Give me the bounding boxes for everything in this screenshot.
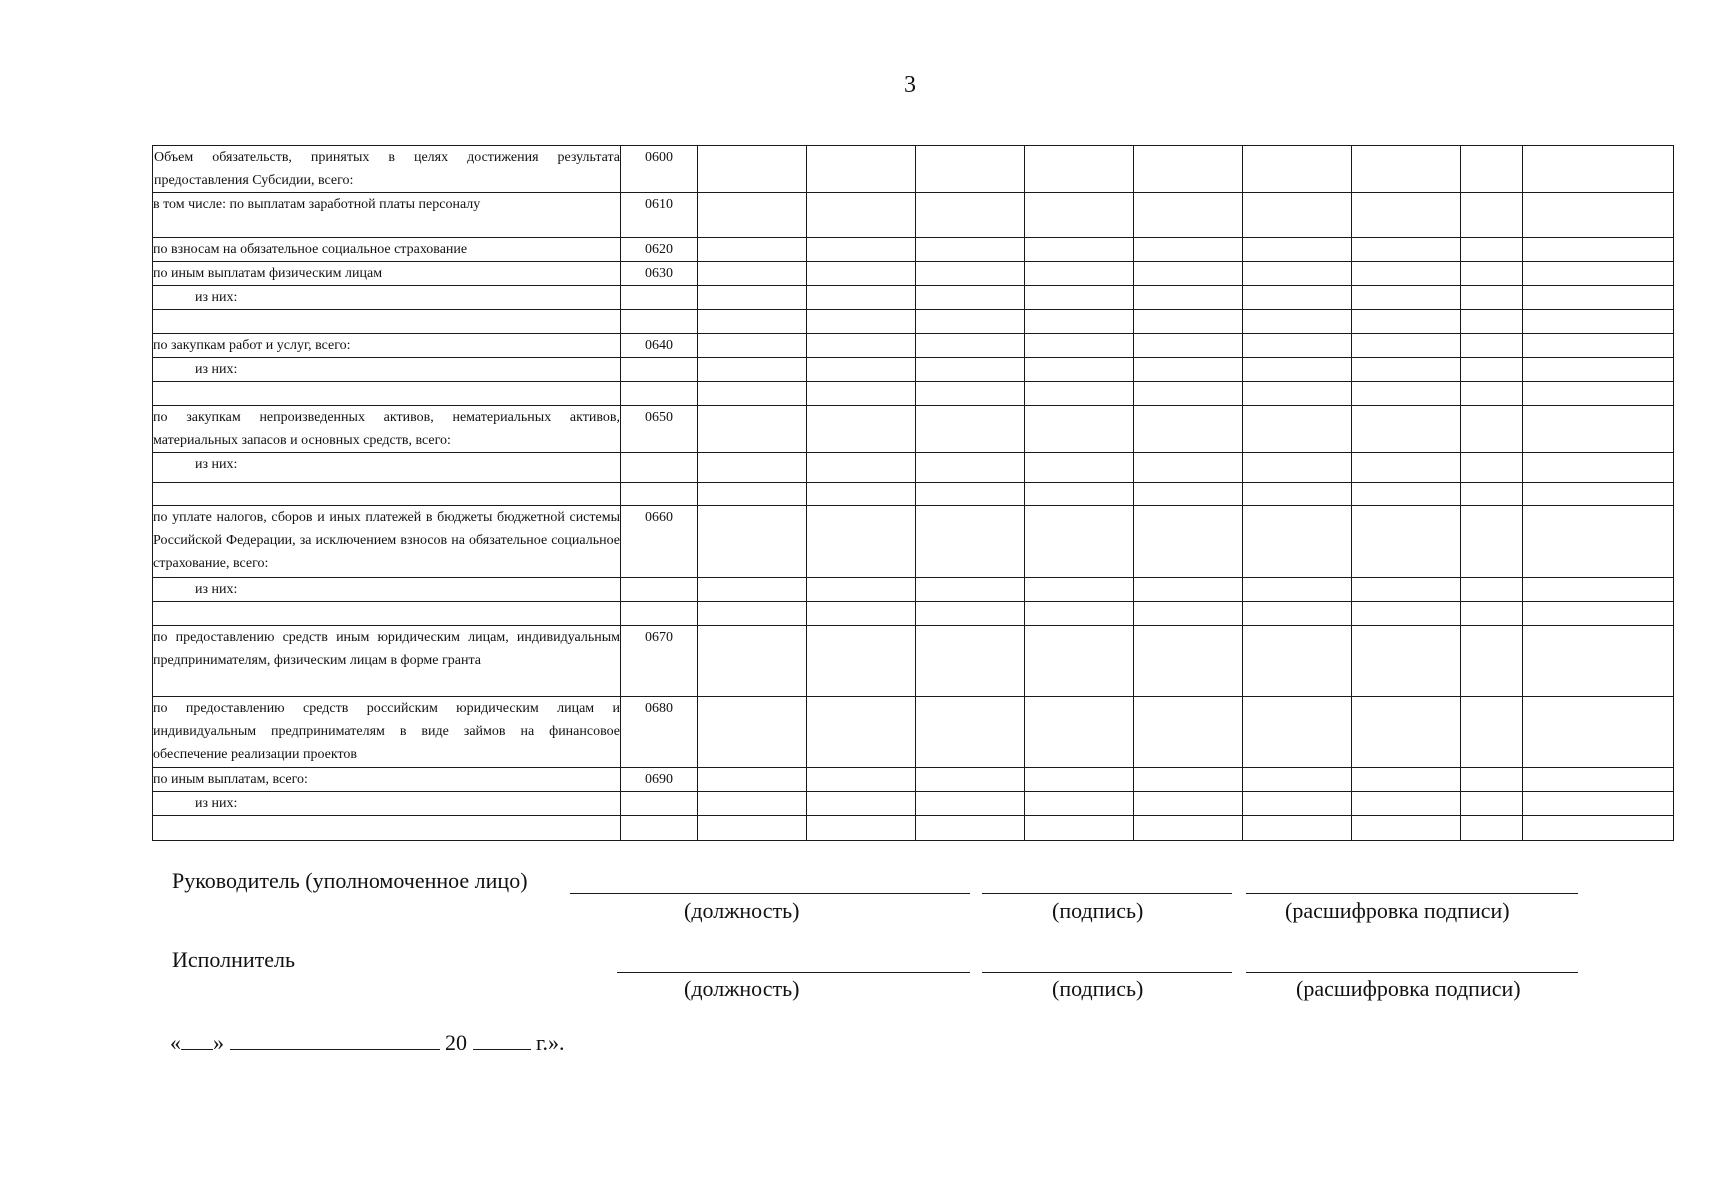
value-cell[interactable]: [1352, 602, 1461, 626]
value-cell[interactable]: [1243, 697, 1352, 768]
value-cell[interactable]: [1025, 697, 1134, 768]
value-cell[interactable]: [1134, 262, 1243, 286]
value-cell[interactable]: [1523, 286, 1674, 310]
table-row: [153, 286, 1674, 310]
value-cell[interactable]: [1461, 358, 1523, 382]
value-cell[interactable]: [1461, 697, 1523, 768]
value-cell[interactable]: [1243, 816, 1352, 841]
value-cell[interactable]: [1461, 768, 1523, 792]
value-cell[interactable]: [1352, 792, 1461, 816]
value-cell[interactable]: [1134, 578, 1243, 602]
value-cell[interactable]: [1025, 816, 1134, 841]
row-label: из них:: [153, 453, 621, 483]
value-cell[interactable]: [1352, 768, 1461, 792]
row-label: по закупкам непроизведенных активов, нематериальных активов, материальных запасов и основных средств, всего:: [153, 406, 621, 453]
row-code: 0680: [621, 697, 698, 768]
value-cell[interactable]: [1134, 816, 1243, 841]
row-code: [621, 286, 698, 310]
row-code: 0600: [621, 146, 698, 193]
row-label: по закупкам работ и услуг, всего:: [153, 334, 621, 358]
row-code: [621, 382, 698, 406]
value-cell[interactable]: [1352, 334, 1461, 358]
value-cell[interactable]: [1025, 286, 1134, 310]
page-number: 3: [904, 72, 916, 98]
value-cell[interactable]: [807, 262, 916, 286]
value-cell[interactable]: [1134, 483, 1243, 506]
table-row: [153, 146, 1674, 193]
value-cell[interactable]: [1523, 768, 1674, 792]
value-cell[interactable]: [1461, 334, 1523, 358]
value-cell[interactable]: [916, 382, 1025, 406]
value-cell[interactable]: [807, 238, 916, 262]
row-label: [153, 602, 621, 626]
value-cell[interactable]: [1025, 382, 1134, 406]
value-cell[interactable]: [698, 334, 807, 358]
row-label: Объем обязательств, принятых в целях достижения результата предоставления Субсидии, всего:: [153, 146, 621, 193]
value-cell[interactable]: [1025, 262, 1134, 286]
value-cell[interactable]: [698, 193, 807, 238]
value-cell[interactable]: [1243, 768, 1352, 792]
value-cell[interactable]: [1134, 334, 1243, 358]
head-position-caption: (должность): [684, 898, 800, 923]
value-cell[interactable]: [1523, 506, 1674, 578]
value-cell[interactable]: [1352, 578, 1461, 602]
date-suffix: г.».: [536, 1030, 565, 1055]
head-position-line[interactable]: [570, 893, 970, 894]
value-cell[interactable]: [1523, 792, 1674, 816]
executor-position-caption: (должность): [684, 976, 800, 1001]
table-row: [153, 193, 1674, 238]
value-cell[interactable]: [698, 602, 807, 626]
value-cell[interactable]: [1352, 358, 1461, 382]
value-cell[interactable]: [1461, 286, 1523, 310]
date-year-prefix: 20: [445, 1030, 467, 1055]
head-label: Руководитель (уполномоченное лицо): [172, 868, 528, 893]
value-cell[interactable]: [807, 334, 916, 358]
executor-signature-line[interactable]: [982, 972, 1232, 973]
executor-decoding-caption: (расшифровка подписи): [1296, 976, 1521, 1001]
value-cell[interactable]: [1461, 406, 1523, 453]
value-cell[interactable]: [916, 483, 1025, 506]
table-row: [153, 626, 1674, 697]
value-cell[interactable]: [1352, 816, 1461, 841]
value-cell[interactable]: [1025, 358, 1134, 382]
value-cell[interactable]: [1134, 697, 1243, 768]
value-cell[interactable]: [1461, 792, 1523, 816]
table-row: [153, 768, 1674, 792]
value-cell[interactable]: [1243, 382, 1352, 406]
executor-signature-caption: (подпись): [1052, 976, 1144, 1001]
value-cell[interactable]: [1134, 310, 1243, 334]
value-cell[interactable]: [1352, 286, 1461, 310]
value-cell[interactable]: [1523, 602, 1674, 626]
value-cell[interactable]: [807, 358, 916, 382]
value-cell[interactable]: [1461, 310, 1523, 334]
executor-decoding-line[interactable]: [1246, 972, 1578, 973]
table-row: [153, 453, 1674, 483]
value-cell[interactable]: [1243, 792, 1352, 816]
value-cell[interactable]: [698, 262, 807, 286]
row-label: [153, 382, 621, 406]
value-cell[interactable]: [698, 146, 807, 193]
value-cell[interactable]: [807, 453, 916, 483]
table-row: [153, 310, 1674, 334]
value-cell[interactable]: [1134, 382, 1243, 406]
row-label: по предоставлению средств иным юридическим лицам, индивидуальным предпринимателям, физическим лицам в форме гранта: [153, 626, 621, 697]
value-cell[interactable]: [807, 382, 916, 406]
value-cell[interactable]: [1025, 238, 1134, 262]
row-code: [621, 816, 698, 841]
value-cell[interactable]: [916, 768, 1025, 792]
value-cell[interactable]: [916, 506, 1025, 578]
value-cell[interactable]: [807, 626, 916, 697]
value-cell[interactable]: [1352, 506, 1461, 578]
table-row: [153, 483, 1674, 506]
value-cell[interactable]: [916, 453, 1025, 483]
value-cell[interactable]: [1243, 358, 1352, 382]
head-decoding-caption: (расшифровка подписи): [1285, 898, 1510, 923]
value-cell[interactable]: [1523, 816, 1674, 841]
value-cell[interactable]: [1134, 506, 1243, 578]
value-cell[interactable]: [916, 286, 1025, 310]
row-label: по уплате налогов, сборов и иных платежей в бюджеты бюджетной системы Российской Федерации, за исключением взносов на обязательное социальное страхование, всего:: [153, 506, 621, 578]
row-code: [621, 310, 698, 334]
value-cell[interactable]: [1025, 453, 1134, 483]
value-cell[interactable]: [1243, 193, 1352, 238]
value-cell[interactable]: [1025, 406, 1134, 453]
value-cell[interactable]: [916, 602, 1025, 626]
date-close-quote: »: [213, 1030, 224, 1055]
value-cell[interactable]: [1461, 382, 1523, 406]
value-cell[interactable]: [807, 483, 916, 506]
value-cell[interactable]: [916, 578, 1025, 602]
value-cell[interactable]: [1352, 483, 1461, 506]
table-row: [153, 382, 1674, 406]
value-cell[interactable]: [1243, 286, 1352, 310]
table-row: [153, 334, 1674, 358]
head-signature-line[interactable]: [982, 893, 1232, 894]
value-cell[interactable]: [1243, 453, 1352, 483]
value-cell[interactable]: [1134, 453, 1243, 483]
row-code: 0690: [621, 768, 698, 792]
value-cell[interactable]: [916, 626, 1025, 697]
row-code: 0660: [621, 506, 698, 578]
row-code: [621, 358, 698, 382]
row-label: [153, 310, 621, 334]
value-cell[interactable]: [807, 146, 916, 193]
value-cell[interactable]: [1134, 358, 1243, 382]
value-cell[interactable]: [1352, 453, 1461, 483]
value-cell[interactable]: [698, 578, 807, 602]
row-label: [153, 483, 621, 506]
value-cell[interactable]: [1243, 146, 1352, 193]
value-cell[interactable]: [1461, 238, 1523, 262]
value-cell[interactable]: [1352, 238, 1461, 262]
value-cell[interactable]: [916, 358, 1025, 382]
row-label: по взносам на обязательное социальное страхование: [153, 238, 621, 262]
table-row: [153, 697, 1674, 768]
value-cell[interactable]: [1243, 578, 1352, 602]
value-cell[interactable]: [1461, 578, 1523, 602]
value-cell[interactable]: [1243, 602, 1352, 626]
table-row: [153, 506, 1674, 578]
value-cell[interactable]: [1523, 358, 1674, 382]
row-label: по иным выплатам физическим лицам: [153, 262, 621, 286]
value-cell[interactable]: [698, 238, 807, 262]
row-code: [621, 578, 698, 602]
table-row: [153, 262, 1674, 286]
value-cell[interactable]: [807, 193, 916, 238]
value-cell[interactable]: [916, 792, 1025, 816]
value-cell[interactable]: [698, 483, 807, 506]
value-cell[interactable]: [1461, 626, 1523, 697]
value-cell[interactable]: [807, 286, 916, 310]
value-cell[interactable]: [1523, 334, 1674, 358]
value-cell[interactable]: [1523, 146, 1674, 193]
value-cell[interactable]: [1461, 146, 1523, 193]
row-label: из них:: [153, 358, 621, 382]
value-cell[interactable]: [698, 792, 807, 816]
value-cell[interactable]: [1025, 792, 1134, 816]
value-cell[interactable]: [1352, 310, 1461, 334]
value-cell[interactable]: [1134, 792, 1243, 816]
value-cell[interactable]: [1523, 406, 1674, 453]
value-cell[interactable]: [1352, 146, 1461, 193]
value-cell[interactable]: [1243, 334, 1352, 358]
row-code: 0640: [621, 334, 698, 358]
row-code: 0630: [621, 262, 698, 286]
value-cell[interactable]: [1025, 310, 1134, 334]
value-cell[interactable]: [807, 816, 916, 841]
value-cell[interactable]: [1025, 146, 1134, 193]
value-cell[interactable]: [698, 358, 807, 382]
value-cell[interactable]: [1025, 334, 1134, 358]
value-cell[interactable]: [1461, 193, 1523, 238]
table-row: [153, 578, 1674, 602]
value-cell[interactable]: [1243, 310, 1352, 334]
value-cell[interactable]: [1025, 193, 1134, 238]
row-code: 0610: [621, 193, 698, 238]
value-cell[interactable]: [1243, 238, 1352, 262]
value-cell[interactable]: [698, 310, 807, 334]
value-cell[interactable]: [1352, 697, 1461, 768]
value-cell[interactable]: [1523, 697, 1674, 768]
value-cell[interactable]: [1523, 453, 1674, 483]
value-cell[interactable]: [1025, 483, 1134, 506]
value-cell[interactable]: [1025, 578, 1134, 602]
row-code: 0650: [621, 406, 698, 453]
date-year-blank[interactable]: [473, 1031, 531, 1050]
value-cell[interactable]: [1523, 262, 1674, 286]
head-decoding-line[interactable]: [1246, 893, 1578, 894]
value-cell[interactable]: [698, 768, 807, 792]
date-line: [170, 1030, 565, 1056]
value-cell[interactable]: [807, 697, 916, 768]
value-cell[interactable]: [1243, 406, 1352, 453]
value-cell[interactable]: [698, 286, 807, 310]
value-cell[interactable]: [916, 193, 1025, 238]
table-row: [153, 602, 1674, 626]
value-cell[interactable]: [807, 406, 916, 453]
row-label: из них:: [153, 578, 621, 602]
row-label: по иным выплатам, всего:: [153, 768, 621, 792]
value-cell[interactable]: [1243, 626, 1352, 697]
value-cell[interactable]: [1025, 768, 1134, 792]
value-cell[interactable]: [1352, 406, 1461, 453]
table-row: [153, 358, 1674, 382]
value-cell[interactable]: [1523, 193, 1674, 238]
row-code: 0620: [621, 238, 698, 262]
value-cell[interactable]: [1025, 626, 1134, 697]
executor-position-line[interactable]: [617, 972, 970, 973]
value-cell[interactable]: [1461, 602, 1523, 626]
value-cell[interactable]: [1134, 768, 1243, 792]
value-cell[interactable]: [1352, 382, 1461, 406]
value-cell[interactable]: [1523, 310, 1674, 334]
value-cell[interactable]: [807, 602, 916, 626]
row-label: по предоставлению средств российским юридическим лицам и индивидуальным предпринимателям в виде займов на финансовое обеспечение реализации проектов: [153, 697, 621, 768]
value-cell[interactable]: [1461, 262, 1523, 286]
value-cell[interactable]: [1134, 146, 1243, 193]
value-cell[interactable]: [1134, 238, 1243, 262]
value-cell[interactable]: [1352, 262, 1461, 286]
value-cell[interactable]: [807, 768, 916, 792]
obligations-table: [152, 145, 1674, 841]
value-cell[interactable]: [1523, 578, 1674, 602]
value-cell[interactable]: [1461, 816, 1523, 841]
row-code: [621, 483, 698, 506]
value-cell[interactable]: [1134, 406, 1243, 453]
value-cell[interactable]: [1025, 602, 1134, 626]
row-label: [153, 816, 621, 841]
row-label: из них:: [153, 286, 621, 310]
value-cell[interactable]: [698, 816, 807, 841]
value-cell[interactable]: [1243, 262, 1352, 286]
value-cell[interactable]: [1243, 506, 1352, 578]
table-row: [153, 816, 1674, 841]
value-cell[interactable]: [1523, 238, 1674, 262]
executor-label: Исполнитель: [172, 947, 296, 972]
value-cell[interactable]: [1025, 506, 1134, 578]
value-cell[interactable]: [1461, 453, 1523, 483]
value-cell[interactable]: [916, 310, 1025, 334]
date-open-quote: «: [170, 1030, 181, 1055]
value-cell[interactable]: [698, 697, 807, 768]
value-cell[interactable]: [807, 792, 916, 816]
value-cell[interactable]: [916, 406, 1025, 453]
value-cell[interactable]: [1461, 483, 1523, 506]
value-cell[interactable]: [1352, 193, 1461, 238]
value-cell[interactable]: [916, 697, 1025, 768]
value-cell[interactable]: [698, 382, 807, 406]
table-row: [153, 238, 1674, 262]
value-cell[interactable]: [1523, 382, 1674, 406]
date-month-blank[interactable]: [230, 1031, 440, 1050]
value-cell[interactable]: [807, 506, 916, 578]
value-cell[interactable]: [1461, 506, 1523, 578]
value-cell[interactable]: [916, 146, 1025, 193]
value-cell[interactable]: [1134, 602, 1243, 626]
row-label: в том числе: по выплатам заработной платы персоналу: [153, 193, 621, 238]
value-cell[interactable]: [698, 506, 807, 578]
row-code: [621, 602, 698, 626]
row-label: из них:: [153, 792, 621, 816]
value-cell[interactable]: [1134, 193, 1243, 238]
value-cell[interactable]: [1523, 626, 1674, 697]
date-day-blank[interactable]: [181, 1031, 213, 1050]
row-code: [621, 792, 698, 816]
value-cell[interactable]: [1523, 483, 1674, 506]
value-cell[interactable]: [698, 406, 807, 453]
value-cell[interactable]: [916, 238, 1025, 262]
table-row: [153, 406, 1674, 453]
value-cell[interactable]: [698, 626, 807, 697]
value-cell[interactable]: [916, 262, 1025, 286]
value-cell[interactable]: [916, 816, 1025, 841]
value-cell[interactable]: [1134, 626, 1243, 697]
value-cell[interactable]: [1352, 626, 1461, 697]
row-code: 0670: [621, 626, 698, 697]
value-cell[interactable]: [698, 453, 807, 483]
row-code: [621, 453, 698, 483]
value-cell[interactable]: [1243, 483, 1352, 506]
value-cell[interactable]: [807, 578, 916, 602]
head-signature-caption: (подпись): [1052, 898, 1144, 923]
table-row: [153, 792, 1674, 816]
value-cell[interactable]: [807, 310, 916, 334]
value-cell[interactable]: [916, 334, 1025, 358]
value-cell[interactable]: [1134, 286, 1243, 310]
